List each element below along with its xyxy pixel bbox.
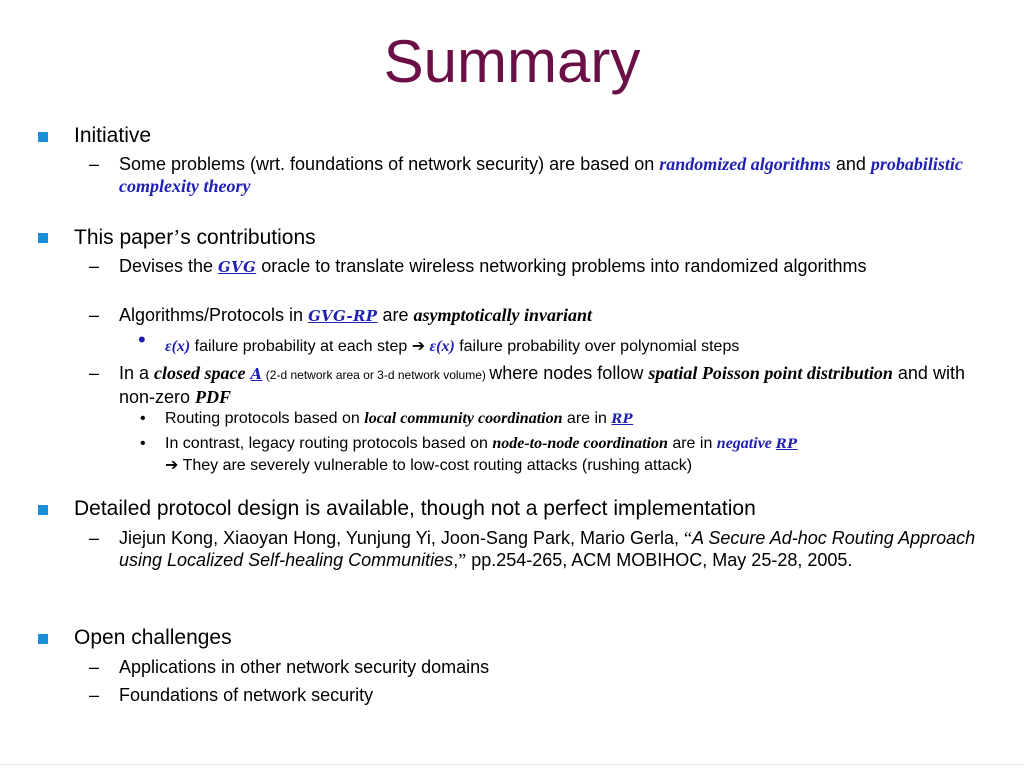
term-rp: RP xyxy=(611,412,634,427)
term-local-community: local community coordination xyxy=(364,410,563,427)
dash-bullet-icon: – xyxy=(89,657,100,677)
bottom-divider xyxy=(0,764,1024,765)
initiative-sub-1: – Some problems (wrt. foundations of network security) are based on randomized algorithms and probabilistic complexity theory xyxy=(89,154,963,196)
dash-bullet-icon: – xyxy=(89,154,100,174)
dot-bullet-icon: • xyxy=(138,327,146,352)
right-arrow-icon: ➔ xyxy=(165,455,179,474)
contributions-heading: This paper’s contributions xyxy=(74,225,316,249)
contributions-sub-3: – In a closed space A (2-d network area or 3-d network volume) where nodes follow spatial Poisson point distribution and with non-zero PDF xyxy=(89,363,965,407)
term-closed-space: closed space xyxy=(154,363,246,383)
bullet-design xyxy=(74,497,756,521)
term-negative: negative xyxy=(716,435,776,452)
dash-bullet-icon: – xyxy=(89,685,100,705)
design-sub-1: – Jiejun Kong, Xiaoyan Hong, Yunjung Yi, Joon-Sang Park, Mario Gerla, “A Secure Ad-hoc Routing Approach using Localized Self-healing Communities,” pp.254-265, ACM MOBIHOC, May 25-28, 2005. xyxy=(89,528,976,570)
paper-title: A Secure Ad-hoc Routing Approach using Localized Self-healing Communities xyxy=(119,528,976,570)
design-heading: Detailed protocol design is available, though not a perfect implementation xyxy=(74,497,756,520)
term-randomized-algorithms: randomized algorithms xyxy=(659,154,831,174)
contributions-sub-3-bullet-1: • Routing protocols based on local community coordination are in RP xyxy=(140,410,634,427)
challenges-item: – Applications in other network security domains xyxy=(89,657,490,677)
initiative-heading: Initiative xyxy=(74,124,152,147)
term-asymptotically-invariant: asymptotically invariant xyxy=(413,305,592,325)
epsilon-term-2: ε(x) xyxy=(429,338,455,355)
term-gvg: GVG xyxy=(218,259,257,276)
dot-bullet-icon: • xyxy=(140,410,146,427)
bullet-contributions xyxy=(74,225,316,250)
term-probabilistic-complexity: probabilistic complexity theory xyxy=(119,154,963,196)
challenges-item: – Foundations of network security xyxy=(89,685,374,705)
square-bullet-icon xyxy=(38,634,48,644)
right-arrow-icon: ➔ xyxy=(411,336,426,355)
dot-bullet-icon: • xyxy=(140,435,146,452)
term-negative-rp: RP xyxy=(775,437,798,452)
epsilon-term-1: ε(x) xyxy=(165,338,191,355)
slide-title: Summary xyxy=(383,28,641,95)
dash-bullet-icon: – xyxy=(89,256,100,276)
contributions-sub-1: – Devises the GVG oracle to translate wireless networking problems into randomized algorithms xyxy=(89,256,867,276)
dash-bullet-icon: – xyxy=(89,528,100,548)
contributions-sub-2: – Algorithms/Protocols in GVG-RP are asymptotically invariant xyxy=(89,305,592,325)
bullet-initiative xyxy=(74,124,151,148)
bullet-challenges xyxy=(74,626,232,650)
contributions-sub-3-bullet-2: • In contrast, legacy routing protocols based on node-to-node coordination are in negative RP ➔ They are severely vulnerable to low-cost routing attacks (rushing attack) xyxy=(140,435,798,474)
challenges-heading: Open challenges xyxy=(74,626,232,649)
dash-bullet-icon: – xyxy=(89,363,100,383)
square-bullet-icon xyxy=(38,233,48,243)
square-bullet-icon xyxy=(38,505,48,515)
contributions-sub-2-bullet: • ε(x) failure probability at each step ➔ ε(x) failure probability over polynomial steps xyxy=(138,327,740,355)
square-bullet-icon xyxy=(38,132,48,142)
term-spatial-poisson: spatial Poisson point distribution xyxy=(648,363,893,383)
dash-bullet-icon: – xyxy=(89,305,100,325)
term-gvg-rp: GVG-RP xyxy=(308,308,378,325)
term-pdf: PDF xyxy=(195,387,232,407)
term-node-to-node: node-to-node coordination xyxy=(492,435,668,452)
term-script-a: A xyxy=(250,366,263,383)
